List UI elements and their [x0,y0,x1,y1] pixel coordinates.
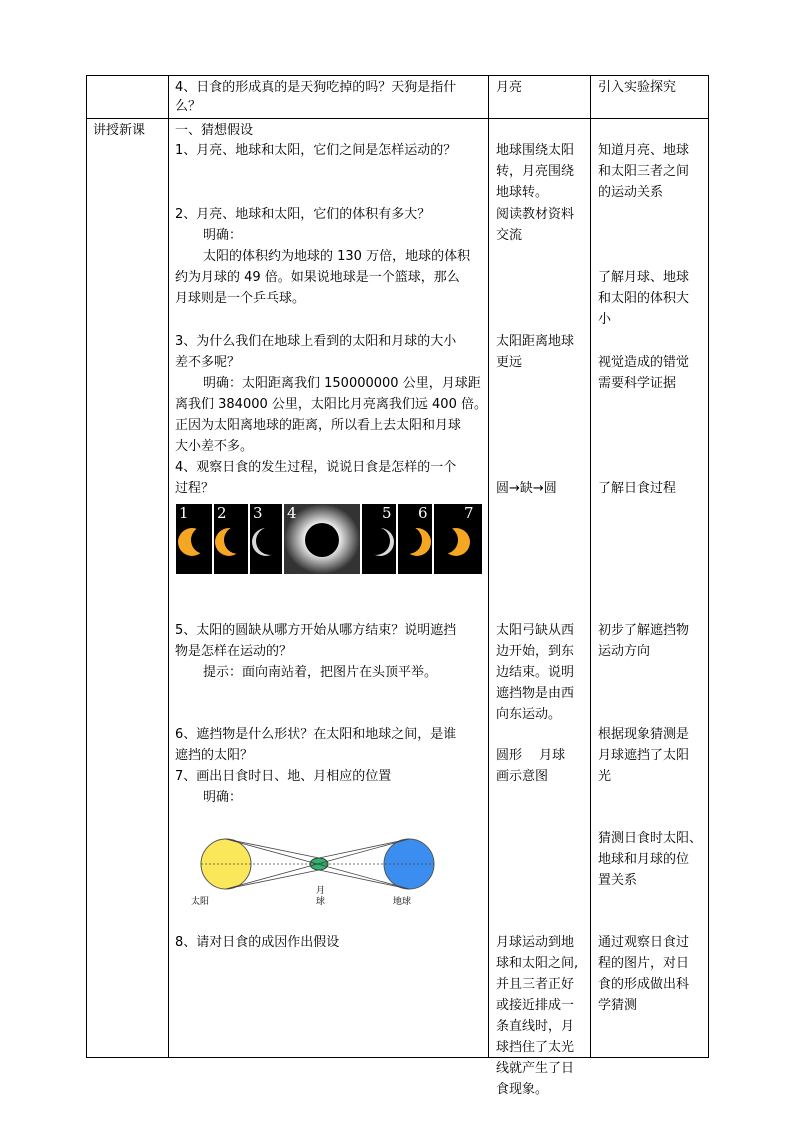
answer-line: 月球则是一个乒乓球。 [175,291,306,306]
intent-text: 的运动关系 [598,185,664,200]
student-answer: 向东运动。 [496,707,562,722]
eclipse-phase-image [214,504,248,574]
intent-text: 和太阳的体积大 [598,291,690,306]
question-5: 5、太阳的圆缺从哪方开始从哪方结束？说明遮挡 [175,623,457,638]
question-5: 物是怎样在运动的？ [175,644,293,659]
answer-line: 离我们 384000 公里，太阳比月亮离我们远 400 倍。 [175,397,487,412]
intent-text: 置关系 [598,873,638,888]
answer-line: 太阳的体积约为地球的 130 万倍，地球的体积 [203,249,471,264]
sun-label: 太阳 [191,897,210,907]
intent-text: 视觉造成的错觉 [598,355,690,370]
student-answer: 或接近排成一 [496,998,575,1013]
moon-label: 球 [316,897,326,907]
section-heading: 一、猜想假设 [175,123,254,138]
student-answer: 条直线时，月 [496,1019,575,1034]
student-answer: 圆形 月球 [496,748,566,763]
student-answer: 圆→缺→圆 [496,481,557,496]
eclipse-phase-image [362,504,396,574]
student-answer: 地球围绕太阳 [496,143,575,158]
empty-cell [87,76,169,119]
student-answer: 更远 [496,355,523,370]
moon-label: 月 [316,886,326,896]
intent-text: 和太阳三者之间 [598,164,690,179]
student-answer: 转，月亮围绕 [496,164,575,179]
table-row-top [87,76,709,119]
student-answer: 月球运动到地 [496,935,575,950]
eclipse-phase-image [176,504,212,574]
content-cell [169,119,489,1058]
phase-number: 3 [253,504,263,522]
question-6: 6、遮挡物是什么形状？在太阳和地球之间，是谁 [175,727,457,742]
question-2: 2、月亮、地球和太阳，它们的体积有多大？ [175,207,431,222]
student-answer: 遮挡物是由西 [496,686,575,701]
student-cell [489,119,591,1097]
student-answer: 边开始，到东 [496,644,575,659]
clarify-label: 明确： [203,228,243,243]
intent-text: 程的图片，对日 [598,956,690,971]
answer-line: 正因为太阳离地球的距离，所以看上去太阳和月球 [175,418,462,433]
eclipse-phase-image [250,504,282,574]
intent-text: 光 [598,769,612,784]
student-answer: 并且三者正好 [496,977,575,992]
table-row-main [87,119,709,1058]
phase-number: 1 [179,504,189,522]
phase-number: 2 [217,504,227,522]
student-answer: 球挡住了太光 [496,1040,575,1055]
student-answer: 月亮 [496,80,523,95]
answer-line: 大小差不多。 [175,439,254,454]
intent-text: 引入实验探究 [598,80,677,95]
eclipse-phase-image [398,504,432,574]
student-answer: 太阳弓缺从西 [496,623,575,638]
hint-text: 提示：面向南站着，把图片在头顶平举。 [203,665,438,680]
question-3: 3、为什么我们在地球上看到的太阳和月球的大小 [175,334,457,349]
question-cell [169,76,489,119]
intent-text: 知道月亮、地球 [598,143,690,158]
section-label-cell [87,119,169,1058]
intent-text: 地球和月球的位 [598,852,690,867]
question-line: 4、日食的形成真的是天狗吃掉的吗？天狗是指什 [175,80,457,95]
question-4: 过程？ [175,481,215,496]
intent-text: 月球遮挡了太阳 [598,748,690,763]
intent-text: 了解月球、地球 [598,270,690,285]
student-answer: 画示意图 [496,769,549,784]
student-answer: 食现象。 [496,1082,549,1097]
question-1: 1、月亮、地球和太阳，它们之间是怎样运动的？ [175,143,457,158]
phase-number: 5 [382,504,392,522]
eclipse-phase-image [434,504,482,574]
phase-number: 7 [464,504,474,522]
question-6: 遮挡的太阳？ [175,748,254,763]
clarify-label: 明确： [203,790,243,805]
question-7: 7、画出日食时日、地、月相应的位置 [175,769,392,784]
intent-text: 食的形成做出科 [598,977,690,992]
student-cell [489,76,591,119]
student-answer: 边结束。说明 [496,665,575,680]
earth-label: 地球 [393,897,412,907]
lesson-table [86,75,709,1097]
section-label: 讲授新课 [93,123,146,138]
question-line: 么？ [175,99,202,114]
question-8: 8、请对日食的成因作出假设 [175,935,340,950]
student-answer: 交流 [496,228,523,243]
student-answer: 阅读教材资料 [496,207,575,222]
eclipse-phase-image [284,504,360,574]
question-4: 4、观察日食的发生过程，说说日食是怎样的一个 [175,460,457,475]
eclipse-phase-strip [176,504,482,574]
intent-cell [591,119,709,1058]
phase-number: 4 [287,504,297,522]
answer-line: 约为月球的 49 倍。如果说地球是一个篮球，那么 [175,270,460,285]
intent-text: 初步了解遮挡物 [598,623,690,638]
intent-text: 根据现象猜测是 [598,727,690,742]
intent-text: 学猜测 [598,998,638,1013]
question-3: 差不多呢？ [175,355,241,370]
phase-number: 6 [418,504,428,522]
student-answer: 太阳距离地球 [496,334,575,349]
student-answer: 线就产生了日 [496,1061,575,1076]
intent-text: 猜测日食时太阳、 [598,831,703,846]
intent-text: 了解日食过程 [598,481,677,496]
intent-text: 需要科学证据 [598,376,677,391]
student-answer: 球和太阳之间, [496,956,579,971]
intent-text: 小 [598,312,612,327]
intent-text: 运动方向 [598,644,651,659]
intent-cell [591,76,709,119]
sun-moon-earth-diagram [191,831,441,921]
student-answer: 地球转。 [496,185,549,200]
intent-text: 通过观察日食过 [598,935,690,950]
answer-line: 明确：太阳距离我们 150000000 公里，月球距 [203,376,481,391]
